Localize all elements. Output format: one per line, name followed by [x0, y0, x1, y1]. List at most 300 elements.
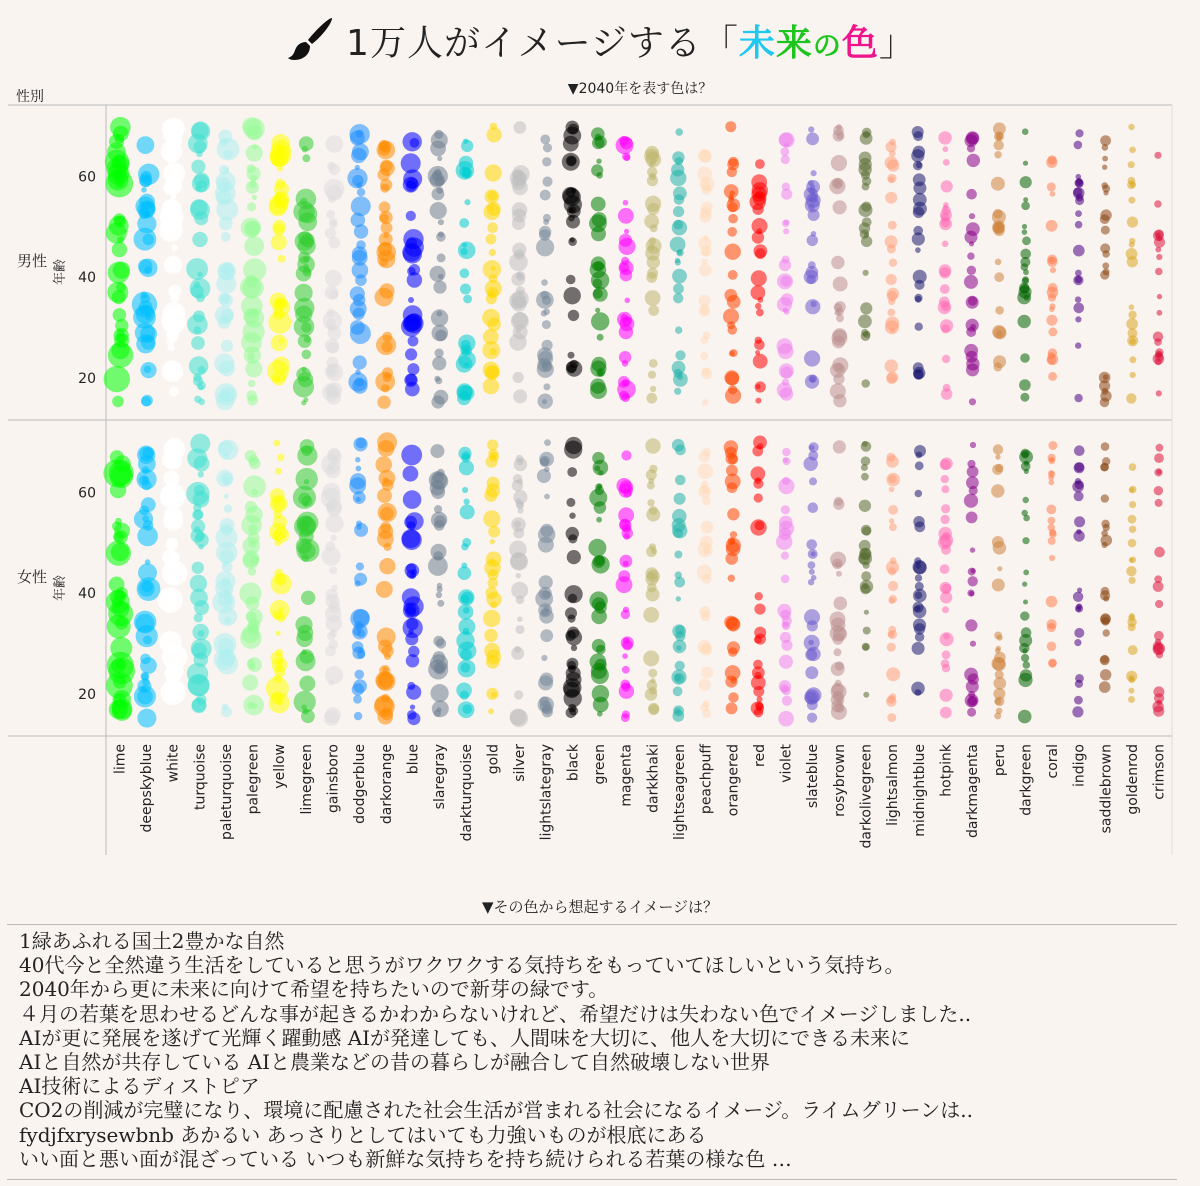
bubble-point [298, 372, 314, 388]
bubble-point [483, 329, 499, 345]
bubble-point [1126, 393, 1136, 403]
bubble-point [539, 226, 551, 238]
x-tick-label: dodgerblue [352, 744, 369, 824]
title-char-2: 来 [775, 22, 813, 64]
bubble-point [275, 649, 283, 657]
bubble-point [780, 147, 789, 156]
bubble-point [543, 383, 550, 390]
bubble-point [326, 319, 336, 329]
bubble-point [888, 581, 898, 591]
bubble-point [862, 183, 870, 191]
bubble-point [994, 652, 1006, 664]
bubble-point [383, 373, 392, 382]
bubble-point [540, 135, 550, 145]
bubble-point [295, 616, 312, 633]
bubble-point [514, 690, 523, 699]
bubble-point [406, 563, 416, 573]
bubble-point [1154, 547, 1165, 558]
bubble-point [224, 494, 229, 499]
bubble-point [940, 689, 953, 702]
bubble-point [650, 386, 656, 392]
note-item: fydjfxrysewbnb あかるい あっさりとしてはいても力強いものが根底にある [19, 1122, 707, 1147]
bubble-point [913, 618, 926, 631]
bubble-point [486, 365, 499, 378]
bubble-point [672, 151, 684, 163]
bubble-point [595, 308, 600, 313]
bubble-point [543, 143, 552, 152]
x-tick-label: violet [778, 744, 795, 783]
x-tick-label: magenta [618, 744, 635, 807]
bubble-point [675, 326, 682, 333]
bubble-point [462, 451, 470, 459]
bubble-point [592, 137, 604, 149]
bubble-point [1129, 356, 1136, 363]
bubble-point [700, 644, 712, 656]
bubble-point [889, 487, 895, 493]
bubble-point [168, 328, 174, 334]
bubble-point [1024, 295, 1030, 301]
bubble-point [356, 130, 364, 138]
bubble-point [728, 202, 738, 212]
bubble-point [377, 396, 390, 409]
bubble-point [672, 509, 687, 524]
bubble-point [967, 252, 974, 259]
x-tick-label: deepskyblue [138, 744, 155, 833]
bubble-point [862, 217, 872, 227]
bubble-point [992, 464, 1003, 475]
bubble-point [566, 498, 575, 507]
bubble-point [675, 350, 685, 360]
image-notes-box[interactable] [7, 924, 1177, 1180]
bubble-point [805, 299, 820, 314]
bubble-point [969, 398, 976, 405]
bubble-chart [0, 70, 1200, 860]
bubble-point [1100, 590, 1110, 600]
bubble-point [166, 538, 179, 551]
bubble-point [1126, 671, 1137, 682]
bubble-point [915, 323, 923, 331]
x-tick-label: darkgreen [1018, 744, 1035, 816]
bubble-point [1076, 178, 1083, 185]
bubble-point [1048, 372, 1057, 381]
bubble-point [674, 388, 681, 395]
bubble-point [860, 584, 870, 594]
bubble-point [356, 562, 364, 570]
bubble-point [542, 340, 553, 351]
bubble-point [591, 256, 606, 271]
bubble-point [648, 305, 659, 316]
bubble-point [105, 170, 133, 198]
bubble-point [1050, 191, 1056, 197]
bubble-point [942, 650, 951, 659]
bubble-point [863, 627, 871, 635]
bubble-point [278, 607, 283, 612]
bubble-point [967, 697, 977, 707]
bubble-point [1022, 224, 1027, 229]
bubble-point [997, 635, 1003, 641]
bubble-point [298, 237, 316, 255]
bubble-point [401, 529, 420, 548]
bubble-point [702, 185, 712, 195]
bubble-point [915, 461, 924, 470]
bubble-point [460, 691, 469, 700]
bubble-point [809, 445, 815, 451]
bubble-point [861, 464, 868, 471]
bubble-point [915, 247, 921, 253]
bubble-point [943, 159, 950, 166]
bubble-point [913, 560, 927, 574]
bubble-point [271, 335, 288, 352]
bubble-point [541, 655, 547, 661]
bubble-point [1049, 303, 1055, 309]
note-item: ４月の若葉を思わせるどんな事が起きるかわからないけれど、希望だけは失わない色でイメージしました.. [19, 1001, 972, 1026]
bubble-point [757, 297, 763, 303]
bubble-point [1102, 156, 1108, 162]
bubble-point [352, 378, 367, 393]
bubble-point [1153, 706, 1164, 717]
bubble-point [807, 235, 818, 246]
bubble-point [302, 350, 312, 360]
bubble-point [247, 395, 258, 406]
bubble-point [491, 266, 496, 271]
bubble-point [112, 242, 127, 257]
x-tick-label: lightsalmon [885, 744, 902, 826]
bubble-point [727, 482, 738, 493]
bubble-point [510, 709, 528, 727]
y-tick-label: 60 [78, 169, 96, 186]
bubble-point [568, 594, 577, 603]
bubble-point [571, 645, 577, 651]
bubble-point [216, 190, 232, 206]
bubble-point [701, 521, 714, 534]
bubble-point [563, 678, 582, 697]
bubble-point [113, 690, 132, 709]
bubble-point [488, 708, 494, 714]
bubble-point [410, 705, 415, 710]
bubble-point [247, 657, 262, 672]
bubble-point [621, 450, 631, 460]
bubble-point [325, 606, 342, 623]
bubble-point [138, 259, 153, 274]
bubble-point [246, 609, 262, 625]
bubble-point [329, 220, 338, 229]
note-item: AI技術によるディストピア [19, 1074, 260, 1099]
bubble-point [356, 438, 367, 449]
bubble-point [1022, 582, 1027, 587]
bubble-point [1099, 681, 1111, 693]
bubble-point [484, 629, 497, 642]
bubble-point [941, 303, 950, 312]
bubble-point [1046, 157, 1057, 168]
bubble-point [941, 475, 949, 483]
bubble-point [321, 547, 340, 566]
bubble-point [672, 523, 687, 538]
panel-label-female: 女性 [16, 568, 48, 586]
bubble-point [725, 244, 741, 260]
bubble-point [811, 552, 816, 557]
bubble-point [484, 560, 501, 577]
x-tick-label: paleturquoise [218, 744, 235, 840]
bubble-point [808, 261, 816, 269]
bubble-point [887, 309, 895, 317]
x-tick-label: limegreen [298, 744, 315, 815]
bubble-point [1022, 128, 1029, 135]
bubble-point [942, 664, 950, 672]
bubble-point [1155, 639, 1161, 645]
bubble-point [676, 596, 681, 601]
bubble-point [566, 275, 576, 285]
bubble-point [460, 504, 475, 519]
bubble-point [675, 128, 683, 136]
bubble-point [537, 358, 551, 372]
bubble-point [648, 478, 654, 484]
bubble-point [566, 362, 577, 373]
x-tick-label: midnightblue [911, 744, 928, 837]
bubble-point [673, 206, 684, 217]
bubble-point [542, 296, 551, 305]
bubble-point [645, 438, 660, 453]
bubble-point [166, 520, 174, 528]
bubble-point [1020, 611, 1029, 620]
bubble-point [539, 609, 554, 624]
bubble-point [941, 485, 949, 493]
x-tick-label: orangered [725, 744, 742, 817]
bubble-point [435, 664, 445, 674]
bubble-point [544, 494, 550, 500]
bubble-point [1073, 592, 1083, 602]
bubble-point [700, 352, 708, 360]
bubble-point [888, 298, 895, 305]
bubble-point [1021, 510, 1027, 516]
bubble-point [272, 220, 286, 234]
bubble-point [357, 188, 365, 196]
bubble-point [539, 696, 549, 706]
bubble-point [219, 390, 231, 402]
bubble-point [994, 272, 1004, 282]
bubble-point [1048, 327, 1057, 336]
bubble-point [192, 232, 207, 247]
bubble-point [142, 515, 149, 522]
bubble-point [699, 679, 711, 691]
bubble-point [965, 619, 977, 631]
bubble-point [916, 162, 922, 168]
bubble-point [993, 223, 1004, 234]
bubble-point [650, 159, 656, 165]
bubble-point [970, 641, 976, 647]
bubble-point [915, 296, 922, 303]
bubble-point [781, 575, 790, 584]
bubble-point [673, 686, 683, 696]
bubble-point [995, 306, 1004, 315]
bubble-point [224, 504, 233, 513]
bubble-point [514, 458, 528, 472]
bubble-point [755, 159, 765, 169]
bubble-point [568, 704, 576, 712]
bubble-point [350, 320, 365, 335]
bubble-point [966, 296, 979, 309]
bubble-point [245, 506, 262, 523]
bubble-point [649, 506, 658, 515]
bubble-point [437, 586, 443, 592]
bubble-point [778, 711, 794, 727]
bubble-point [618, 208, 634, 224]
bubble-point [355, 580, 361, 586]
bubble-point [1021, 627, 1032, 638]
bubble-point [703, 235, 708, 240]
bubble-point [1103, 629, 1110, 636]
bubble-point [458, 618, 475, 635]
bubble-point [487, 191, 497, 201]
bubble-point [513, 490, 527, 504]
bubble-point [1128, 539, 1137, 548]
bubble-point [486, 649, 501, 664]
bubble-point [808, 502, 819, 513]
bubble-point [649, 465, 657, 473]
bubble-point [1154, 152, 1161, 159]
bubble-point [243, 553, 259, 569]
bubble-point [675, 475, 686, 486]
bubble-point [858, 315, 872, 329]
x-tick-label: crimson [1151, 744, 1168, 800]
bubble-point [243, 695, 264, 716]
bubble-point [833, 440, 846, 453]
bubble-point [941, 504, 950, 513]
bubble-point [1156, 254, 1162, 260]
bubble-point [863, 692, 869, 698]
bubble-point [1130, 372, 1136, 378]
bubble-point [350, 609, 369, 628]
bubble-point [271, 573, 292, 594]
bubble-point [408, 646, 419, 657]
bubble-point [243, 118, 264, 139]
bubble-point [274, 539, 281, 546]
bubble-point [728, 270, 738, 280]
bubble-point [303, 268, 312, 277]
bubble-point [1050, 267, 1056, 273]
bubble-point [356, 466, 362, 472]
bubble-point [831, 155, 847, 171]
bubble-point [673, 293, 683, 303]
bubble-point [1154, 453, 1164, 463]
bubble-point [887, 159, 899, 171]
bubble-point [598, 470, 603, 475]
bubble-point [224, 589, 231, 596]
bubble-point [861, 379, 870, 388]
bubble-point [625, 298, 631, 304]
bubble-point [967, 154, 980, 167]
bubble-point [543, 214, 551, 222]
bubble-point [1047, 642, 1057, 652]
y-tick-label: 20 [78, 686, 96, 703]
bubble-point [779, 680, 791, 692]
bubble-point [542, 706, 553, 717]
bubble-point [252, 195, 257, 200]
bubble-point [540, 190, 551, 201]
bubble-point [728, 385, 737, 394]
bubble-point [939, 264, 952, 277]
bubble-point [1156, 700, 1162, 706]
bubble-point [488, 578, 499, 589]
bubble-point [811, 170, 817, 176]
bubble-point [141, 187, 147, 193]
x-tick-label: darkturquoise [458, 744, 475, 842]
bubble-point [1048, 537, 1056, 545]
bubble-point [940, 707, 952, 719]
bubble-point [245, 596, 259, 610]
bubble-point [779, 363, 794, 378]
bubble-point [755, 477, 762, 484]
bubble-point [220, 294, 234, 308]
bubble-point [354, 224, 368, 238]
bubble-point [568, 215, 574, 221]
bubble-point [1073, 187, 1085, 199]
bubble-point [674, 493, 686, 505]
bubble-point [486, 234, 497, 245]
bubble-point [727, 159, 739, 171]
bubble-point [1101, 226, 1110, 235]
bubble-point [620, 555, 633, 568]
bubble-point [1022, 497, 1028, 503]
bubble-point [321, 455, 341, 475]
bubble-point [1077, 588, 1082, 593]
bubble-point [540, 629, 553, 642]
bubble-point [485, 164, 502, 181]
bubble-point [437, 156, 442, 161]
bubble-point [541, 310, 547, 316]
bubble-point [458, 566, 472, 580]
bubble-point [252, 144, 257, 149]
bubble-point [1023, 661, 1031, 669]
bubble-point [538, 676, 553, 691]
bubble-point [430, 480, 445, 495]
bubble-point [887, 713, 896, 722]
bubble-point [353, 679, 367, 693]
bubble-point [326, 210, 335, 219]
bubble-point [804, 350, 820, 366]
bubble-point [783, 307, 788, 312]
bubble-point [1100, 214, 1110, 224]
bubble-point [487, 222, 498, 233]
bubble-point [143, 636, 152, 645]
bubble-point [1021, 654, 1029, 662]
bubble-point [248, 380, 256, 388]
bubble-point [966, 680, 979, 693]
bubble-point [966, 327, 976, 337]
bubble-point [460, 248, 467, 255]
bubble-point [141, 497, 156, 512]
bubble-point [325, 339, 339, 353]
bubble-point [377, 531, 394, 548]
bubble-point [649, 359, 658, 368]
bubble-point [1075, 342, 1081, 348]
bubble-point [1100, 655, 1109, 664]
bubble-point [730, 349, 738, 357]
bubble-point [970, 442, 976, 448]
bubble-point [217, 262, 236, 281]
bubble-point [648, 704, 659, 715]
y-axis-label: 年齢 [53, 574, 68, 602]
bubble-point [885, 359, 898, 372]
bubble-point [301, 591, 315, 605]
bubble-point [490, 539, 495, 544]
bubble-point [886, 455, 899, 468]
bubble-point [618, 376, 630, 388]
bubble-point [187, 448, 207, 468]
bubble-point [964, 494, 978, 508]
bubble-point [408, 336, 419, 347]
bubble-point [805, 375, 819, 389]
bubble-point [382, 667, 388, 673]
